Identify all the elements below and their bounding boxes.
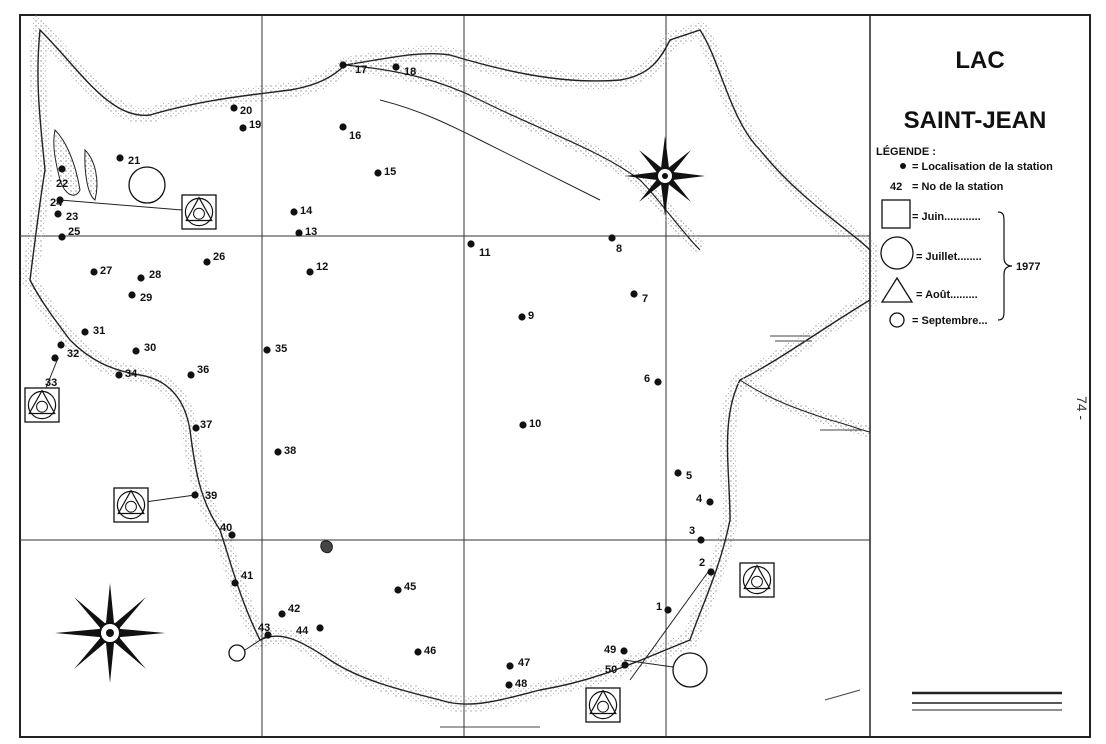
station-label-45: 45 xyxy=(404,581,417,593)
station-dot-9 xyxy=(518,313,525,320)
sampling-symbol-circle-icon xyxy=(129,167,165,203)
station-label-27: 27 xyxy=(100,265,113,277)
station-dot-49 xyxy=(620,647,627,654)
sampling-symbol-circle-icon xyxy=(673,653,707,687)
station-dot-22 xyxy=(58,165,65,172)
legend-brace xyxy=(998,212,1012,320)
station-dot-44 xyxy=(316,624,323,631)
station-dot-33 xyxy=(51,354,58,361)
station-dot-37 xyxy=(192,424,199,431)
station-label-2: 2 xyxy=(699,557,706,569)
station-label-10: 10 xyxy=(529,418,542,430)
station-label-7: 7 xyxy=(642,293,649,305)
station-label-33: 33 xyxy=(45,377,58,389)
station-label-42: 42 xyxy=(288,603,301,615)
legend-juin-square-icon xyxy=(882,200,910,228)
station-label-8: 8 xyxy=(616,243,623,255)
station-dot-35 xyxy=(263,346,270,353)
legend-juin: = Juin............ xyxy=(912,211,981,223)
station-dot-12 xyxy=(306,268,313,275)
sampling-symbol-square-circle-triangle-icon xyxy=(25,388,59,422)
legend-station-number-text: = No de la station xyxy=(912,181,1004,193)
station-label-28: 28 xyxy=(149,269,162,281)
station-label-24: 24 xyxy=(50,197,63,209)
station-dot-41 xyxy=(231,579,238,586)
sampling-symbols xyxy=(25,167,774,722)
station-dot-25 xyxy=(58,233,65,240)
station-dot-39 xyxy=(191,491,198,498)
station-dot-17 xyxy=(339,61,346,68)
station-dot-19 xyxy=(239,124,246,131)
legend-station-dot-icon xyxy=(900,163,906,169)
station-label-1: 1 xyxy=(656,601,663,613)
station-label-34: 34 xyxy=(125,368,138,380)
map-title-line1: LAC xyxy=(955,47,1005,74)
legend-year: 1977 xyxy=(1016,261,1041,273)
station-label-21: 21 xyxy=(128,155,141,167)
station-dot-50 xyxy=(621,661,628,668)
station-dot-5 xyxy=(674,469,681,476)
station-dot-15 xyxy=(374,169,381,176)
legend-aout-triangle-icon xyxy=(882,278,912,302)
station-label-30: 30 xyxy=(144,342,157,354)
station-dot-2 xyxy=(707,568,714,575)
legend-heading: LÉGENDE : xyxy=(876,146,936,158)
legend-station-location: = Localisation de la station xyxy=(912,161,1053,173)
station-label-47: 47 xyxy=(518,657,531,669)
station-label-36: 36 xyxy=(197,364,210,376)
station-dot-23 xyxy=(54,210,61,217)
station-label-35: 35 xyxy=(275,343,288,355)
station-label-4: 4 xyxy=(696,493,703,505)
station-dot-48 xyxy=(505,681,512,688)
shore-annotations xyxy=(440,336,862,727)
station-dot-38 xyxy=(274,448,281,455)
sampling-symbol-circle-icon xyxy=(229,645,245,661)
legend-juillet: = Juillet........ xyxy=(916,251,982,263)
station-dot-42 xyxy=(278,610,285,617)
station-label-32: 32 xyxy=(67,348,80,360)
station-label-39: 39 xyxy=(205,490,218,502)
station-dot-8 xyxy=(608,234,615,241)
station-label-48: 48 xyxy=(515,678,528,690)
station-dot-13 xyxy=(295,229,302,236)
station-label-44: 44 xyxy=(296,625,309,637)
station-dot-4 xyxy=(706,498,713,505)
station-label-13: 13 xyxy=(305,226,318,238)
station-dot-3 xyxy=(697,536,704,543)
station-label-18: 18 xyxy=(404,66,417,78)
station-dot-27 xyxy=(90,268,97,275)
station-dot-32 xyxy=(57,341,64,348)
station-label-14: 14 xyxy=(300,205,313,217)
station-label-20: 20 xyxy=(240,105,253,117)
station-label-5: 5 xyxy=(686,470,693,482)
map-title-line2: SAINT-JEAN xyxy=(903,107,1047,134)
sampling-symbol-square-circle-triangle-icon xyxy=(182,195,216,229)
station-dot-11 xyxy=(467,240,474,247)
station-dot-21 xyxy=(116,154,123,161)
compass-rose-north-east-icon xyxy=(625,136,705,216)
station-label-37: 37 xyxy=(200,419,213,431)
lake-shoreline xyxy=(30,30,870,704)
station-label-11: 11 xyxy=(479,247,491,259)
station-dot-36 xyxy=(187,371,194,378)
station-dot-45 xyxy=(394,586,401,593)
station-label-46: 46 xyxy=(424,645,437,657)
legend-station-number-key: 42 xyxy=(890,181,903,193)
station-dot-1 xyxy=(664,606,671,613)
station-label-38: 38 xyxy=(284,445,297,457)
station-label-31: 31 xyxy=(93,325,106,337)
sampling-symbol-square-circle-triangle-icon xyxy=(586,688,620,722)
station-dot-14 xyxy=(290,208,297,215)
station-dot-7 xyxy=(630,290,637,297)
station-label-40: 40 xyxy=(220,522,233,534)
station-label-9: 9 xyxy=(528,310,535,322)
station-dot-26 xyxy=(203,258,210,265)
station-label-23: 23 xyxy=(66,211,79,223)
station-label-29: 29 xyxy=(140,292,153,304)
compass-rose-south-west-icon xyxy=(55,583,165,683)
station-dot-29 xyxy=(128,291,135,298)
station-label-50: 50 xyxy=(605,664,618,676)
sampling-symbol-square-circle-triangle-icon xyxy=(114,488,148,522)
station-dot-20 xyxy=(230,104,237,111)
station-label-22: 22 xyxy=(56,178,69,190)
station-dot-30 xyxy=(132,347,139,354)
station-dot-18 xyxy=(392,63,399,70)
sampling-symbol-square-circle-triangle-icon xyxy=(740,563,774,597)
legend xyxy=(876,145,1053,327)
station-dot-28 xyxy=(137,274,144,281)
station-dot-46 xyxy=(414,648,421,655)
station-label-41: 41 xyxy=(241,570,254,582)
station-label-16: 16 xyxy=(349,130,362,142)
legend-septembre-circle-icon xyxy=(890,313,904,327)
station-label-6: 6 xyxy=(644,373,651,385)
station-label-26: 26 xyxy=(213,251,226,263)
station-label-19: 19 xyxy=(249,119,262,131)
legend-septembre: = Septembre... xyxy=(912,315,988,327)
station-dot-6 xyxy=(654,378,661,385)
station-dot-16 xyxy=(339,123,346,130)
station-label-12: 12 xyxy=(316,261,329,273)
station-label-17: 17 xyxy=(355,64,368,76)
scale-bar xyxy=(912,693,1062,710)
station-label-43: 43 xyxy=(258,622,271,634)
station-dot-10 xyxy=(519,421,526,428)
station-dot-31 xyxy=(81,328,88,335)
station-label-3: 3 xyxy=(689,525,696,537)
station-label-25: 25 xyxy=(68,226,81,238)
side-page-number: 74 - xyxy=(1073,395,1090,421)
station-dot-47 xyxy=(506,662,513,669)
legend-juillet-circle-icon xyxy=(881,237,913,269)
sampling-leader-lines xyxy=(42,200,708,680)
station-label-49: 49 xyxy=(604,644,617,656)
station-dot-34 xyxy=(115,371,122,378)
station-label-15: 15 xyxy=(384,166,397,178)
legend-aout: = Août......... xyxy=(916,289,978,301)
